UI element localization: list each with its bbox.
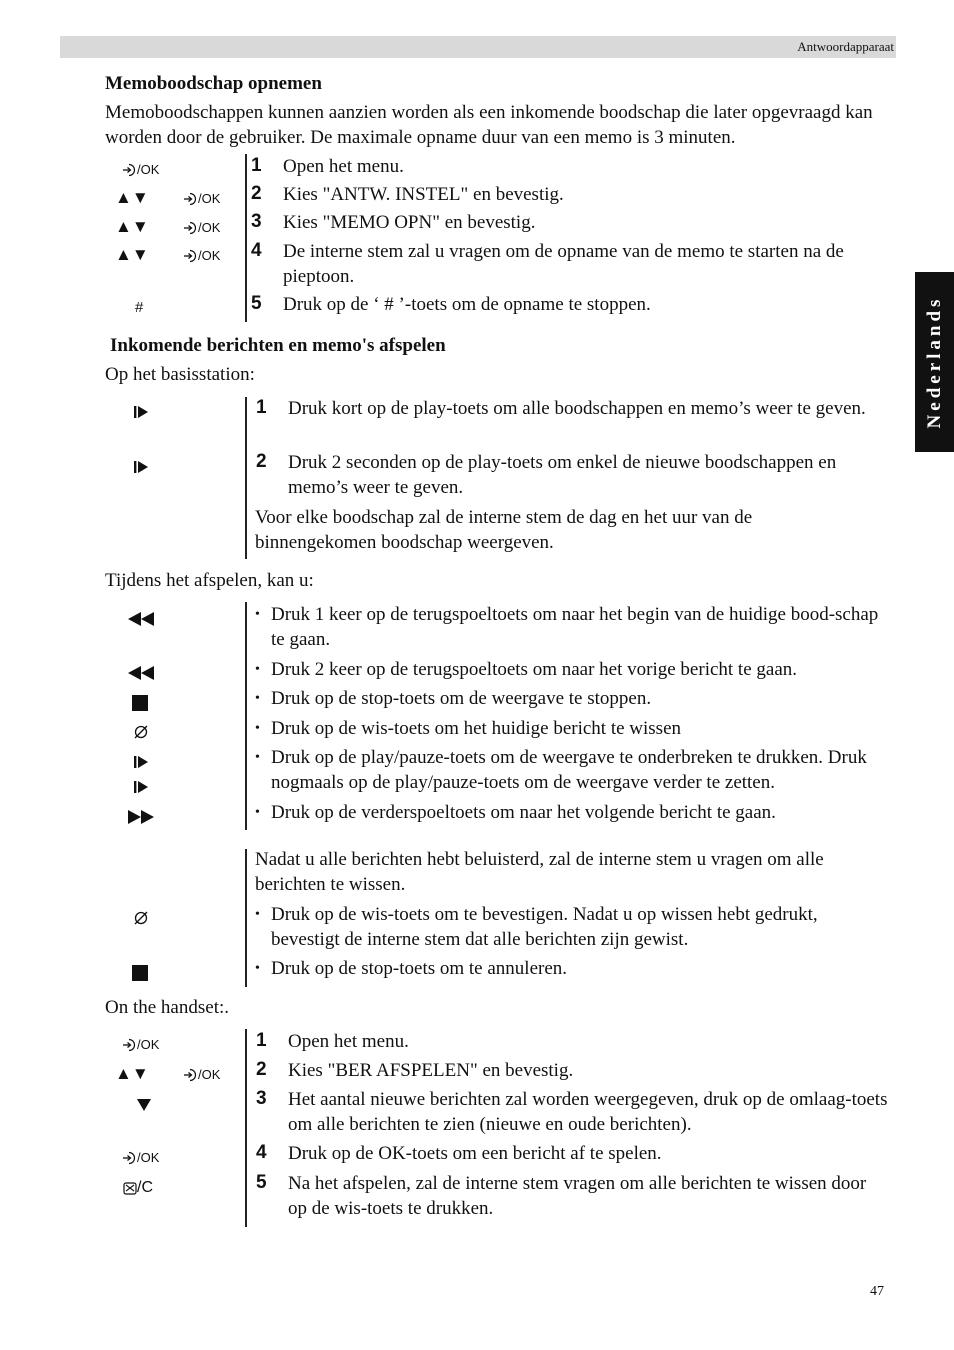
step-number: 5 <box>251 293 262 314</box>
section-title: Antwoordapparaat <box>797 39 894 54</box>
ok-key: /OK <box>183 190 220 208</box>
step-text: Druk op de ‘ # ’-toets om de opname te stoppen. <box>283 294 651 315</box>
down-key-icon <box>136 1096 152 1118</box>
step-text: Open het menu. <box>283 156 404 177</box>
enter-icon <box>183 1068 197 1082</box>
base-note: Voor elke boodschap zal de interne stem de dag en het uur van de binnengekomen boodschap weergeven. <box>255 507 753 553</box>
step-number: 2 <box>256 451 267 472</box>
step-text: Druk 2 seconden op de play-toets om enkel de nieuwe boodschappen en memo’s weer te geven. <box>288 452 837 498</box>
stop-icon <box>132 695 148 717</box>
divider-line <box>245 849 247 987</box>
ok-key: /OK <box>122 1149 159 1167</box>
rewind-icon <box>127 611 155 633</box>
step-number: 5 <box>256 1172 267 1193</box>
bullet: • <box>255 961 260 976</box>
rewind-icon <box>127 665 155 687</box>
enter-icon <box>183 221 197 235</box>
step-text: Kies "ANTW. INSTEL" en bevestig. <box>283 184 564 205</box>
delete-icon <box>133 910 149 932</box>
clear-key: /C <box>121 1179 153 1197</box>
during-label: Tijdens het afspelen, kan u: <box>105 570 314 591</box>
play-icon <box>133 404 149 426</box>
stop-icon <box>132 965 148 987</box>
step-number: 1 <box>256 1030 267 1051</box>
memo-intro: Memoboodschappen kunnen aanzien worden als een inkomende boodschap die later opgevraagd kan worden door de gebruiker. De maximale opname duur van een memo is 3 minuten. <box>105 102 873 148</box>
step-text: Na het afspelen, zal de interne stem vragen om alle berichten te wissen door op de wis-toets te drukken. <box>288 1173 867 1219</box>
memo-heading: Memoboodschap opnemen <box>105 73 322 94</box>
bullet: • <box>255 721 260 736</box>
step-number: 4 <box>251 240 262 261</box>
up-down-keys: ▲▼ <box>115 1064 149 1083</box>
after-item: Druk op de stop-toets om te annuleren. <box>271 958 568 979</box>
base-label: Op het basisstation: <box>105 364 255 385</box>
after-item: Druk op de wis-toets om te bevestigen. Nadat u op wissen hebt gedrukt, bevestigt de interne stem dat alle berichten zijn gewist. <box>271 904 818 950</box>
during-item: Druk op de verderspoeltoets om naar het volgende bericht te gaan. <box>271 802 776 823</box>
step-number: 1 <box>256 397 267 418</box>
language-tab <box>915 272 954 452</box>
step-text: Druk op de OK-toets om een bericht af te spelen. <box>288 1143 662 1164</box>
divider-line <box>245 602 247 830</box>
during-item: Druk op de wis-toets om het huidige bericht te wissen <box>271 718 682 739</box>
step-text: Open het menu. <box>288 1031 409 1052</box>
ok-key: /OK <box>183 247 220 265</box>
bullet: • <box>255 805 260 820</box>
ok-key: /OK <box>122 161 159 179</box>
step-number: 2 <box>256 1059 267 1080</box>
up-down-keys: ▲▼ <box>115 188 149 207</box>
play-pause-icon <box>133 754 149 776</box>
step-number: 3 <box>256 1088 267 1109</box>
header-bar <box>60 36 896 58</box>
clear-icon <box>121 1180 137 1196</box>
divider-line <box>245 1029 247 1227</box>
language-tab-label: Nederlands <box>923 295 945 429</box>
during-item: Druk op de stop-toets om de weergave te stoppen. <box>271 688 652 709</box>
after-note: Nadat u alle berichten hebt beluisterd, zal de interne stem u vragen om alle berichten te wissen. <box>255 849 824 895</box>
up-down-keys: ▲▼ <box>115 217 149 236</box>
step-number: 1 <box>251 155 262 176</box>
play-pause-icon <box>133 779 149 801</box>
step-text: Druk kort op de play-toets om alle boodschappen en memo’s weer te geven. <box>288 398 866 419</box>
delete-icon <box>133 724 149 746</box>
step-number: 2 <box>251 183 262 204</box>
step-number: 4 <box>256 1142 267 1163</box>
ok-key: /OK <box>122 1036 159 1054</box>
up-down-keys: ▲▼ <box>115 245 149 264</box>
enter-icon <box>183 249 197 263</box>
bullet: • <box>255 750 260 765</box>
playback-heading: Inkomende berichten en memo's afspelen <box>110 335 446 356</box>
divider-line <box>245 397 247 559</box>
bullet: • <box>255 607 260 622</box>
fast-forward-icon <box>127 809 155 831</box>
page-number: 47 <box>870 1284 884 1299</box>
enter-icon <box>122 163 136 177</box>
bullet: • <box>255 907 260 922</box>
step-number: 3 <box>251 211 262 232</box>
enter-icon <box>122 1151 136 1165</box>
bullet: • <box>255 691 260 706</box>
step-text: Kies "BER AFSPELEN" en bevestig. <box>288 1060 574 1081</box>
divider-line <box>245 154 247 322</box>
during-item: Druk 2 keer op de terugspoeltoets om naar het vorige bericht te gaan. <box>271 659 798 680</box>
bullet: • <box>255 662 260 677</box>
enter-icon <box>122 1038 136 1052</box>
enter-icon <box>183 192 197 206</box>
during-item: Druk 1 keer op de terugspoeltoets om naar het begin van de huidige bood-schap te gaan. <box>271 604 879 650</box>
play-icon <box>133 459 149 481</box>
handset-label: On the handset:. <box>105 997 230 1018</box>
step-text: Het aantal nieuwe berichten zal worden weergegeven, druk op de omlaag-toets om alle berichten te zien (nieuwe en oude berichten). <box>288 1089 888 1135</box>
ok-key: /OK <box>183 1066 220 1084</box>
ok-key: /OK <box>183 219 220 237</box>
hash-key: # <box>135 299 144 316</box>
step-text: Kies "MEMO OPN" en bevestig. <box>283 212 536 233</box>
during-item: Druk op de play/pauze-toets om de weergave te onderbreken te drukken. Druk nogmaals op de play/pauze-toets om de weergave verder te zetten. <box>271 747 867 793</box>
step-text: De interne stem zal u vragen om de opname van de memo te starten na de pieptoon. <box>283 241 844 287</box>
